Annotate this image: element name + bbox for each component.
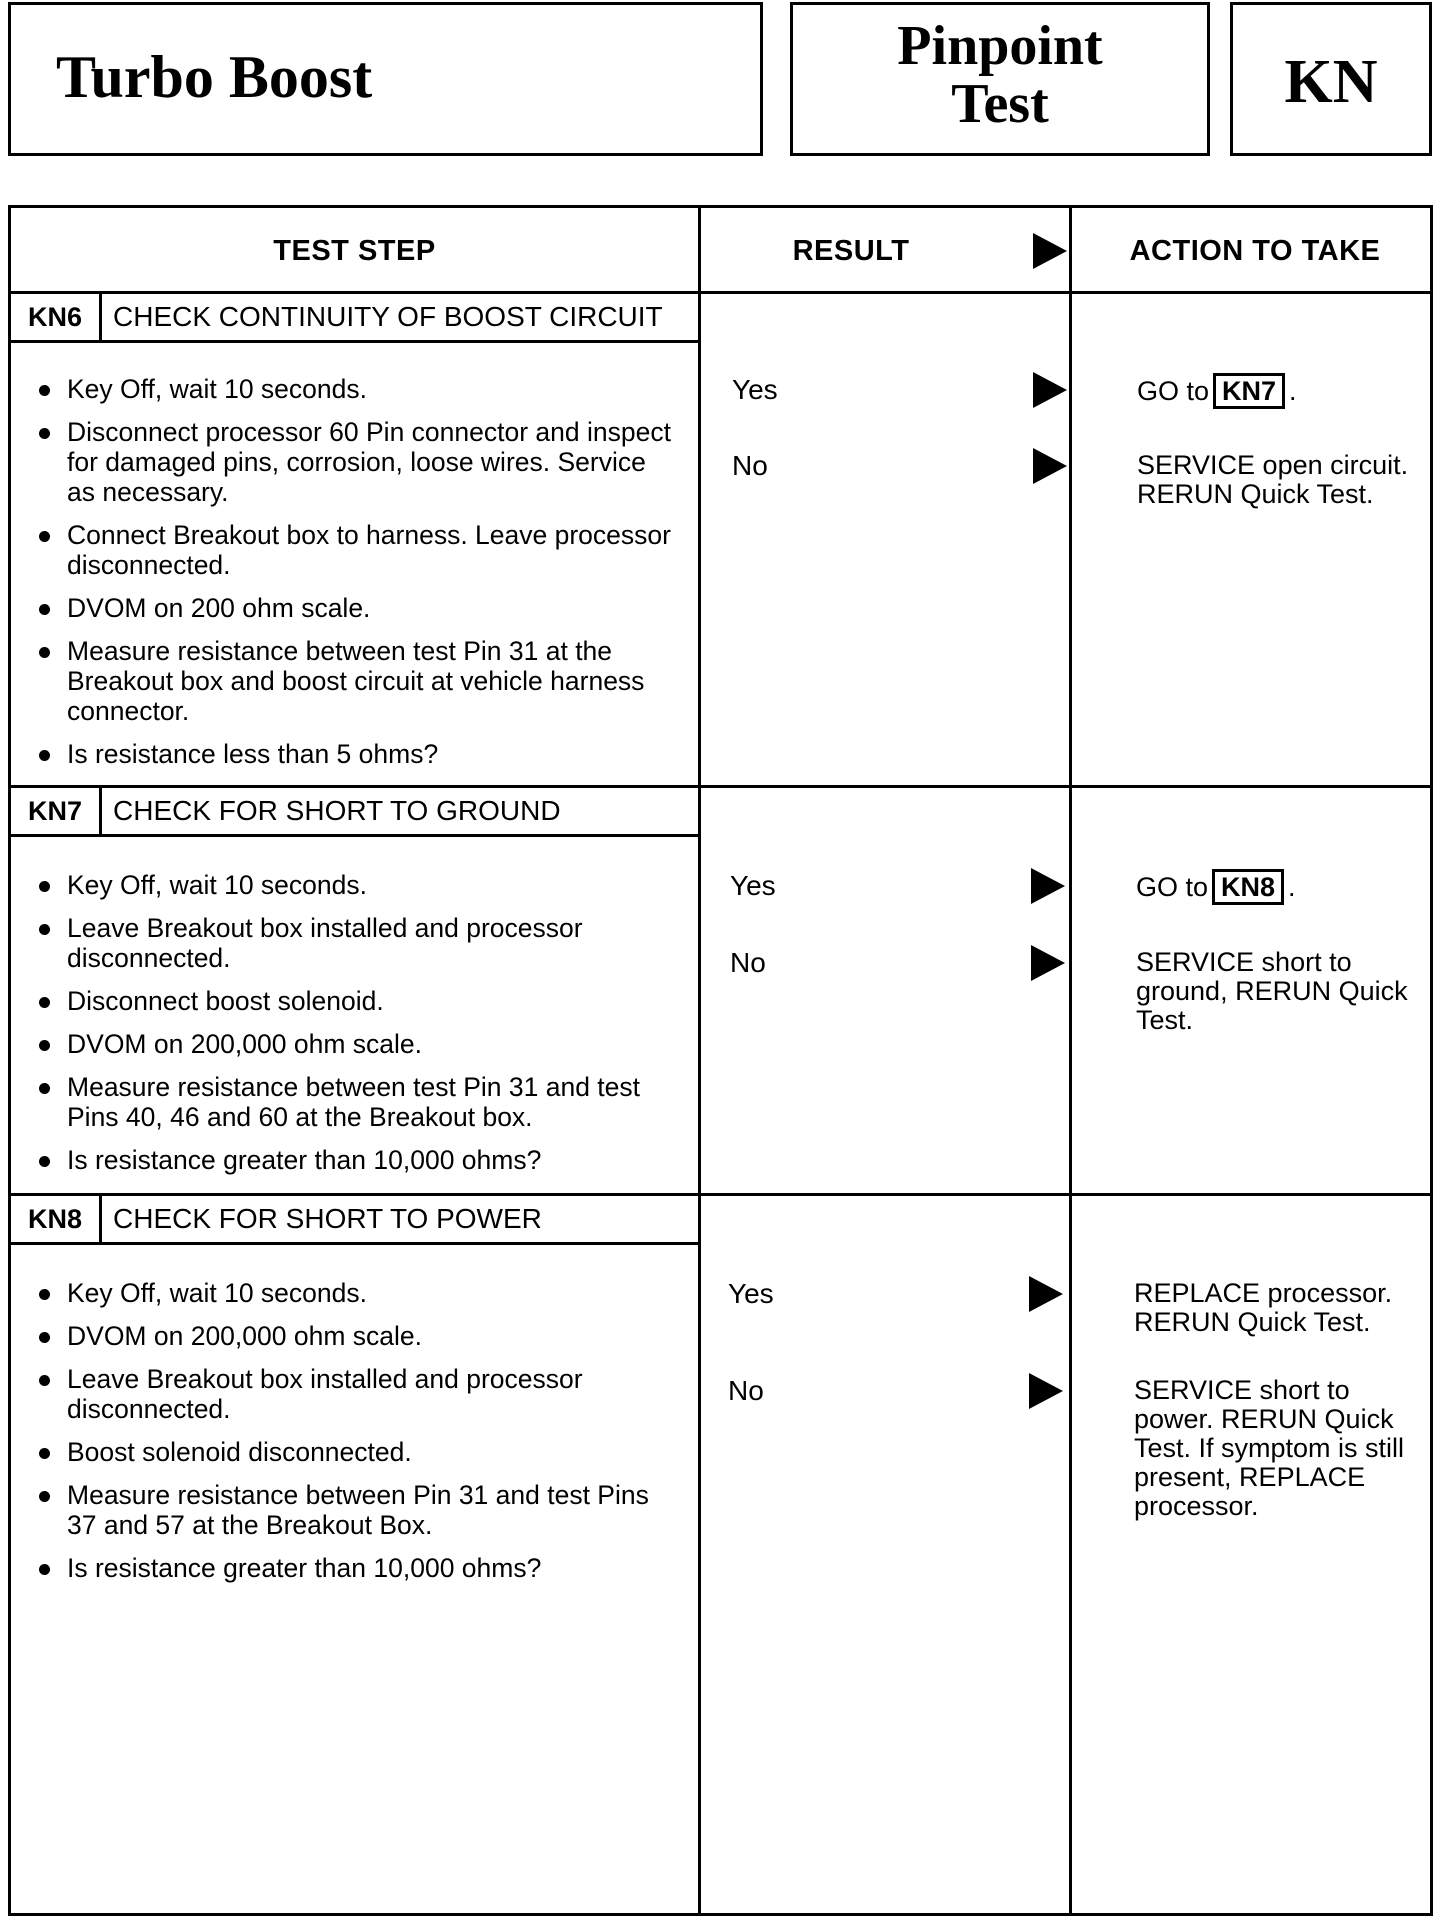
instruction-item: Disconnect processor 60 Pin connector and inspect for damaged pins, corrosion, loose wires. Service as necessary.: [31, 417, 671, 507]
test-type-line2: Test: [951, 73, 1049, 135]
step-code: KN7: [11, 788, 102, 834]
action-no: SERVICE short to ground, RERUN Quick Test.: [1136, 947, 1408, 1035]
result-yes: Yes: [730, 870, 776, 901]
action-prefix: GO to: [1137, 376, 1210, 406]
result-arrow-icon: [1029, 1276, 1063, 1312]
result-no: No: [730, 947, 766, 978]
step-code: KN8: [11, 1196, 102, 1242]
instruction-item: DVOM on 200 ohm scale.: [31, 593, 671, 623]
action-no: SERVICE open circuit. RERUN Quick Test.: [1137, 450, 1409, 509]
result-no: No: [728, 1375, 764, 1406]
result-yes: Yes: [732, 374, 778, 405]
instruction-item: Measure resistance between test Pin 31 at the Breakout box and boost circuit at vehicle harness connector.: [31, 636, 671, 726]
step-title: CHECK CONTINUITY OF BOOST CIRCUIT: [113, 301, 663, 332]
step-header: [11, 1196, 698, 1245]
instruction-item: Disconnect boost solenoid.: [31, 986, 671, 1016]
step-instructions: [31, 374, 671, 782]
step-instructions: [31, 870, 671, 1188]
instruction-item: DVOM on 200,000 ohm scale.: [31, 1029, 671, 1059]
action-suffix: .: [1288, 872, 1296, 902]
instruction-item: Is resistance greater than 10,000 ohms?: [31, 1553, 671, 1583]
instruction-item: Is resistance less than 5 ohms?: [31, 739, 671, 769]
result-no: No: [732, 450, 768, 481]
step-ref-kn7: KN7: [1213, 373, 1285, 409]
instruction-item: Key Off, wait 10 seconds.: [31, 374, 671, 404]
instruction-item: Is resistance greater than 10,000 ohms?: [31, 1145, 671, 1175]
result-arrow-icon: [1031, 868, 1065, 904]
instruction-item: Boost solenoid disconnected.: [31, 1437, 671, 1467]
instruction-item: Leave Breakout box installed and processor disconnected.: [31, 913, 671, 973]
step-title: CHECK FOR SHORT TO POWER: [113, 1203, 542, 1234]
page-title: Turbo Boost: [56, 44, 373, 110]
instruction-item: DVOM on 200,000 ohm scale.: [31, 1321, 671, 1351]
step-instructions: [31, 1278, 671, 1596]
result-arrow-icon: [1029, 1373, 1063, 1409]
action-suffix: .: [1289, 376, 1297, 406]
column-header-test-step: TEST STEP: [273, 235, 436, 267]
step-header: [11, 294, 698, 343]
action-yes: [1136, 869, 1426, 905]
instruction-item: Leave Breakout box installed and processor disconnected.: [31, 1364, 671, 1424]
step-ref-kn8: KN8: [1212, 869, 1284, 905]
test-type-line1: Pinpoint: [897, 15, 1103, 77]
action-no: SERVICE short to power. RERUN Quick Test. If symptom is still present, REPLACE processor.: [1134, 1375, 1405, 1521]
step-title: CHECK FOR SHORT TO GROUND: [113, 795, 561, 826]
result-arrow-icon: [1033, 233, 1067, 269]
pinpoint-table: [8, 205, 1433, 1916]
test-code-box: [1230, 2, 1432, 156]
step-code: KN6: [11, 294, 102, 340]
instruction-item: Measure resistance between Pin 31 and test Pins 37 and 57 at the Breakout Box.: [31, 1480, 671, 1540]
divider-result-action: [1069, 208, 1072, 1913]
instruction-item: Key Off, wait 10 seconds.: [31, 870, 671, 900]
result-arrow-icon: [1033, 448, 1067, 484]
test-code: KN: [1284, 48, 1378, 116]
result-arrow-icon: [1033, 372, 1067, 408]
column-header-action: ACTION TO TAKE: [1129, 235, 1381, 267]
action-yes: [1137, 373, 1427, 409]
instruction-item: Key Off, wait 10 seconds.: [31, 1278, 671, 1308]
action-yes: REPLACE processor. RERUN Quick Test.: [1134, 1278, 1393, 1337]
divider-step-result: [698, 208, 701, 1913]
step-header: [11, 788, 698, 837]
test-type-box: [790, 2, 1210, 156]
title-box: [8, 2, 763, 156]
result-yes: Yes: [728, 1278, 774, 1309]
result-arrow-icon: [1031, 945, 1065, 981]
column-header-result: RESULT: [792, 235, 910, 267]
instruction-item: Measure resistance between test Pin 31 and test Pins 40, 46 and 60 at the Breakout box.: [31, 1072, 671, 1132]
action-prefix: GO to: [1136, 872, 1209, 902]
instruction-item: Connect Breakout box to harness. Leave processor disconnected.: [31, 520, 671, 580]
